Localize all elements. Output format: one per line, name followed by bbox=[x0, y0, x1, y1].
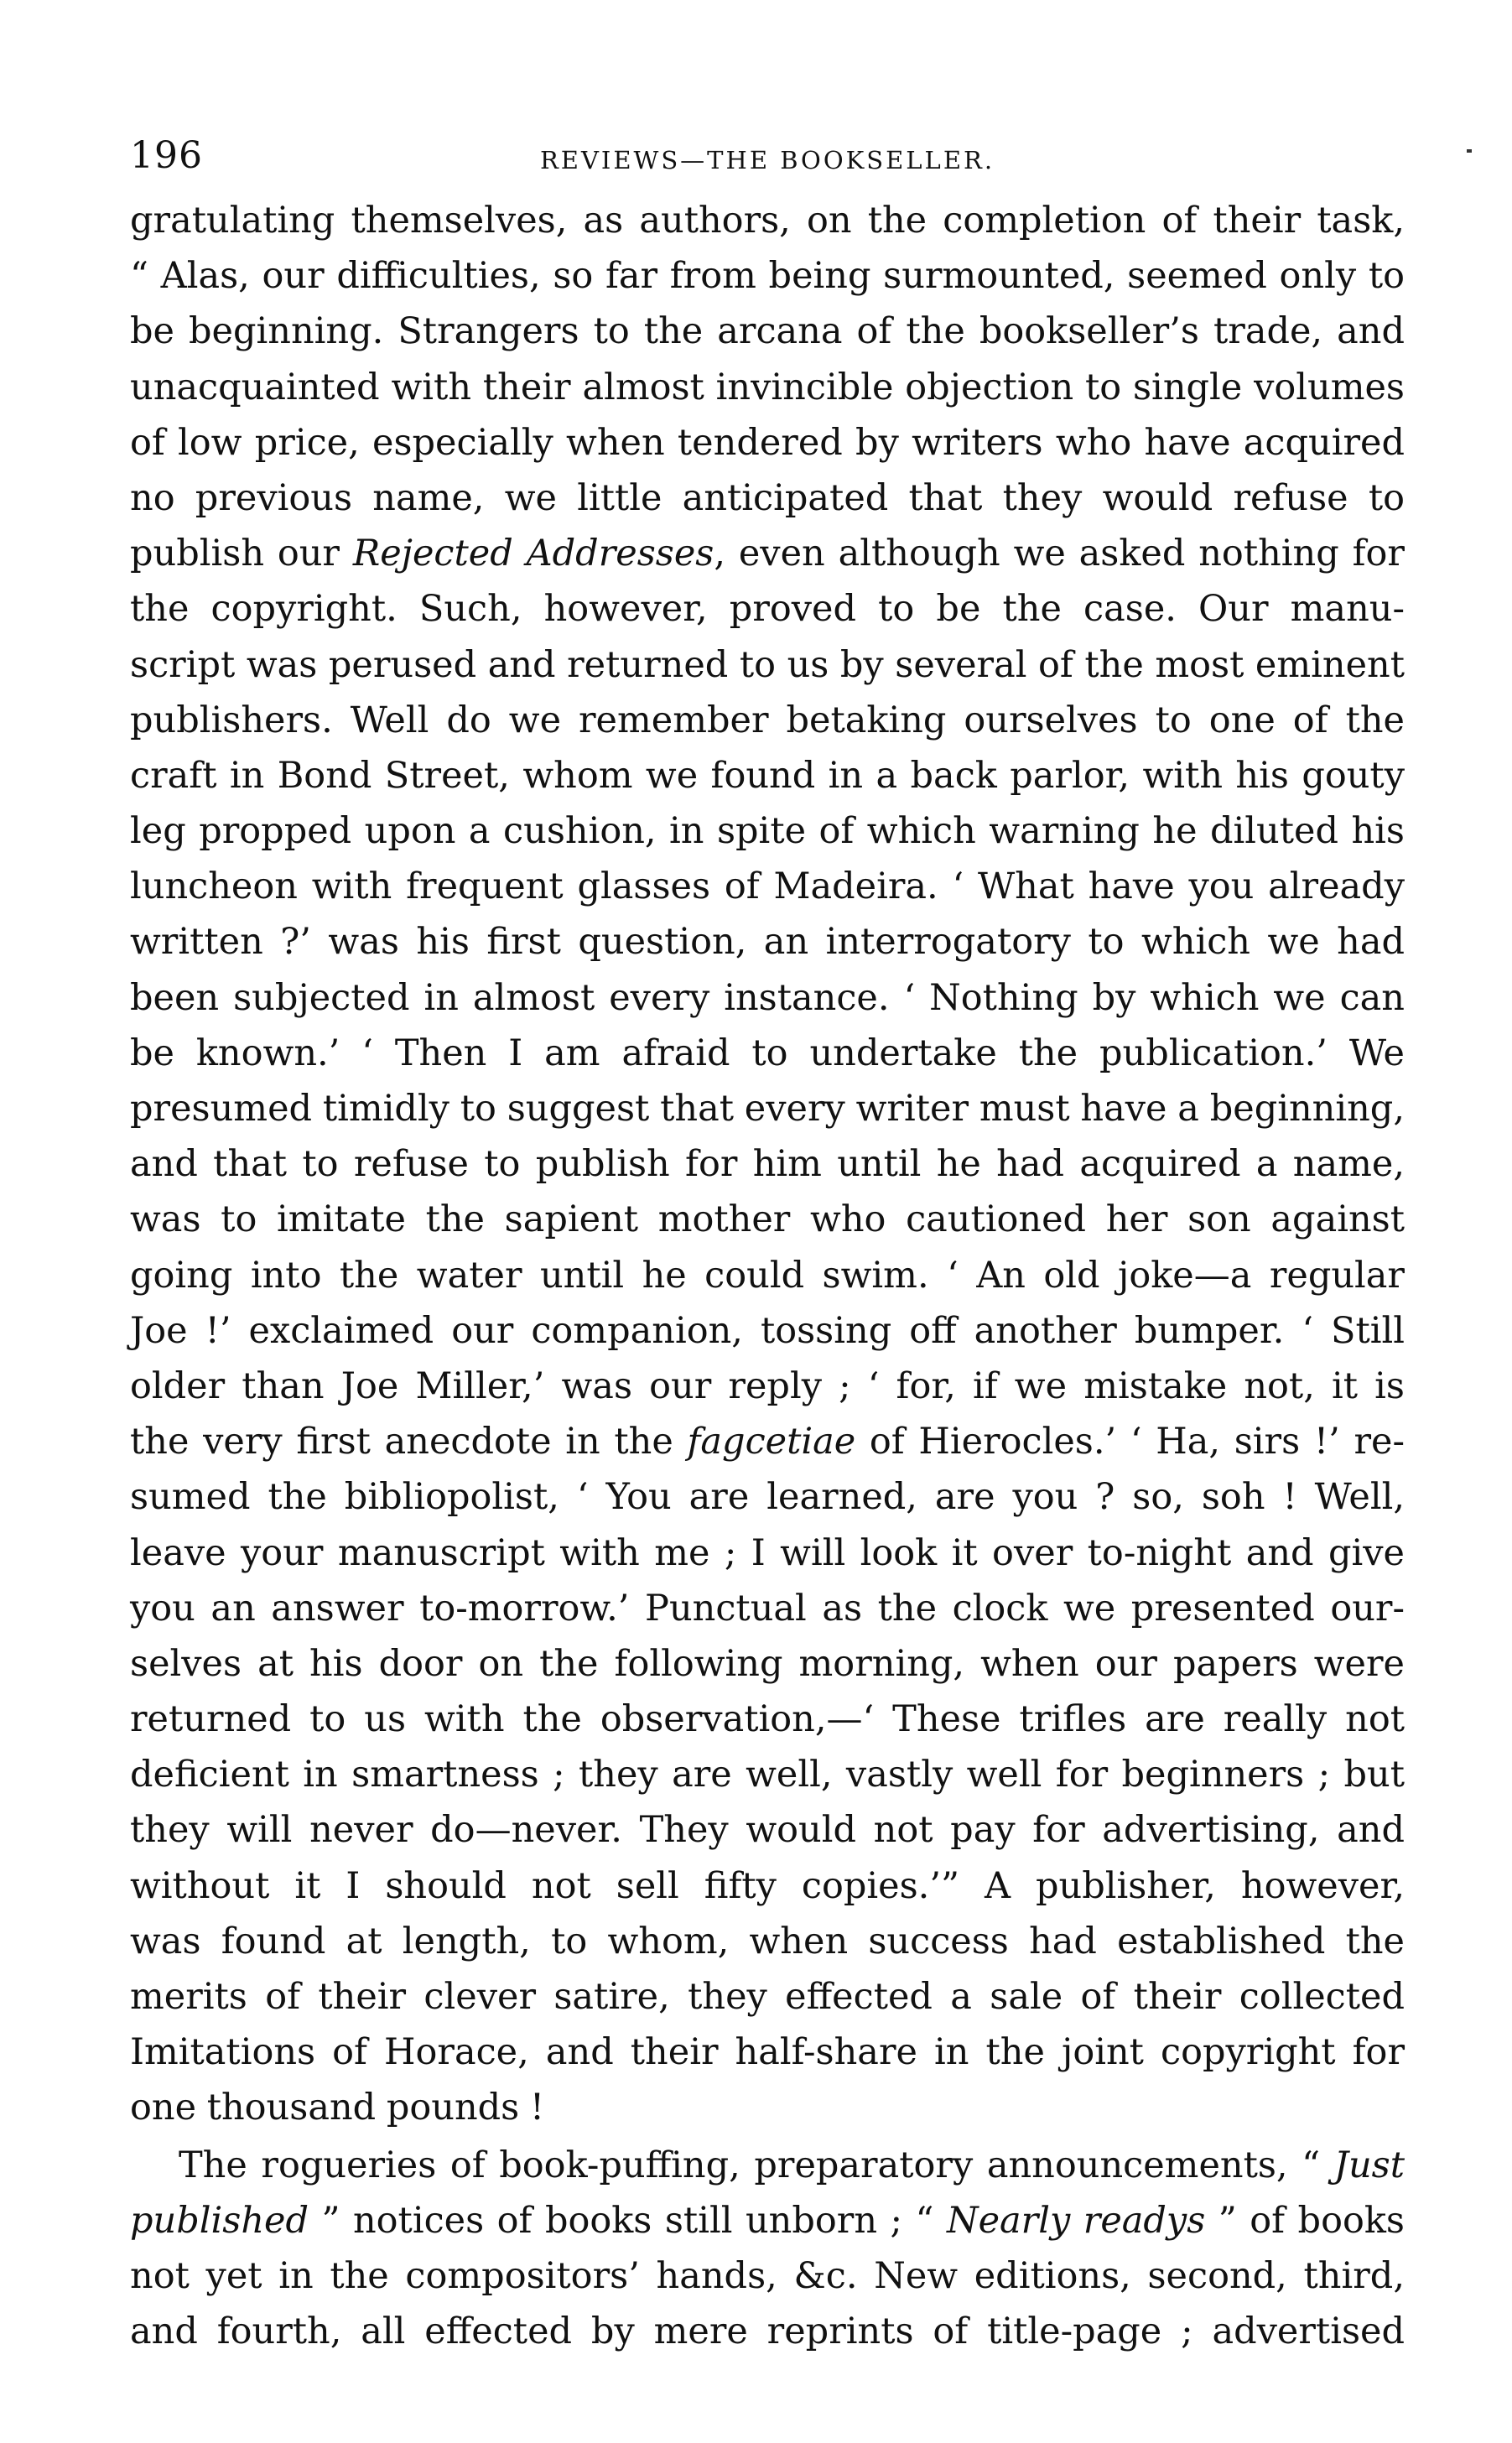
body-text bbox=[130, 193, 1405, 2359]
paragraph bbox=[130, 2138, 1405, 2360]
book-page bbox=[130, 134, 1405, 2359]
text-line: gratulating themselves, as authors, on the completion of their task, bbox=[130, 200, 1405, 242]
text-line: going into the water until he could swim. ‘ An old joke—a regular bbox=[130, 1254, 1405, 1297]
text-line: publish our Rejected Addresses, even although we asked nothing for bbox=[130, 533, 1405, 575]
text-line: sumed the bibliopolist, ‘ You are learned, are you ? so, soh ! Well, bbox=[130, 1476, 1405, 1519]
text-line: was to imitate the sapient mother who cautioned her son against bbox=[130, 1198, 1405, 1241]
text-line: Joe !’ exclaimed our companion, tossing off another bumper. ‘ Still bbox=[130, 1309, 1405, 1352]
text-line: leave your manuscript with me ; I will look it over to-night and give bbox=[130, 1531, 1405, 1574]
text-line: the very first anecdote in the fagcetiae of Hierocles.’ ‘ Ha, sirs !’ re- bbox=[130, 1421, 1405, 1463]
text-line: luncheon with frequent glasses of Madeira. ‘ What have you already bbox=[130, 865, 1405, 908]
paragraph bbox=[130, 193, 1405, 2136]
text-line: returned to us with the observation,—‘ These trifles are really not bbox=[130, 1698, 1405, 1741]
text-line: older than Joe Miller,’ was our reply ; ‘ for, if we mistake not, it is bbox=[130, 1364, 1405, 1407]
text-line: and fourth, all effected by mere reprints of title-page ; advertised bbox=[130, 2310, 1405, 2353]
text-line: of low price, especially when tendered by writers who have acquired bbox=[130, 421, 1405, 464]
text-line: the copyright. Such, however, proved to be the case. Our manu- bbox=[130, 588, 1405, 631]
running-head: REVIEWS—THE BOOKSELLER. bbox=[539, 146, 995, 174]
text-line: merits of their clever satire, they effected a sale of their collected bbox=[130, 1976, 1405, 2018]
text-line: deficient in smartness ; they are well, vastly well for beginners ; but bbox=[130, 1754, 1405, 1796]
text-line: written ?’ was his first question, an interrogatory to which we had bbox=[130, 921, 1405, 964]
text-line: script was perused and returned to us by several of the most eminent bbox=[130, 643, 1405, 686]
text-line: Imitations of Horace, and their half-share in the joint copyright for bbox=[130, 2031, 1405, 2074]
text-line: be beginning. Strangers to the arcana of the bookseller’s trade, and bbox=[130, 310, 1405, 353]
page-header bbox=[130, 134, 1405, 193]
text-line: craft in Bond Street, whom we found in a back parlor, with his gouty bbox=[130, 754, 1405, 797]
text-line: The rogueries of book-puffing, preparatory announcements, “ Just bbox=[179, 2144, 1405, 2186]
text-line: published ” notices of books still unborn ; “ Nearly readys ” of books bbox=[130, 2199, 1405, 2242]
text-line: you an answer to-morrow.’ Punctual as the clock we presented our- bbox=[130, 1587, 1405, 1630]
page-number: 196 bbox=[130, 134, 203, 177]
text-line: no previous name, we little anticipated that they would refuse to bbox=[130, 476, 1405, 519]
text-line: been subjected in almost every instance. ‘ Nothing by which we can bbox=[130, 976, 1405, 1019]
text-line: they will never do—never. They would not pay for advertising, and bbox=[130, 1809, 1405, 1852]
text-line: not yet in the compositors’ hands, &c. New editions, second, third, bbox=[130, 2254, 1405, 2297]
text-line: unacquainted with their almost invincible objection to single volumes bbox=[130, 366, 1405, 408]
ink-mark bbox=[1467, 149, 1472, 153]
text-line: selves at his door on the following morning, when our papers were bbox=[130, 1642, 1405, 1685]
text-line: publishers. Well do we remember betaking ourselves to one of the bbox=[130, 699, 1405, 741]
text-line: leg propped upon a cushion, in spite of which warning he diluted his bbox=[130, 810, 1405, 853]
text-line: be known.’ ‘ Then I am afraid to undertake the publication.’ We bbox=[130, 1032, 1405, 1074]
text-line: and that to refuse to publish for him until he had acquired a name, bbox=[130, 1143, 1405, 1186]
text-line: without it I should not sell fifty copies.’” A publisher, however, bbox=[130, 1864, 1405, 1907]
text-line: was found at length, to whom, when success had established the bbox=[130, 1920, 1405, 1962]
text-line: one thousand pounds ! bbox=[130, 2087, 545, 2129]
text-line: “ Alas, our difficulties, so far from being surmounted, seemed only to bbox=[130, 255, 1405, 298]
text-line: presumed timidly to suggest that every writer must have a beginning, bbox=[130, 1088, 1405, 1130]
